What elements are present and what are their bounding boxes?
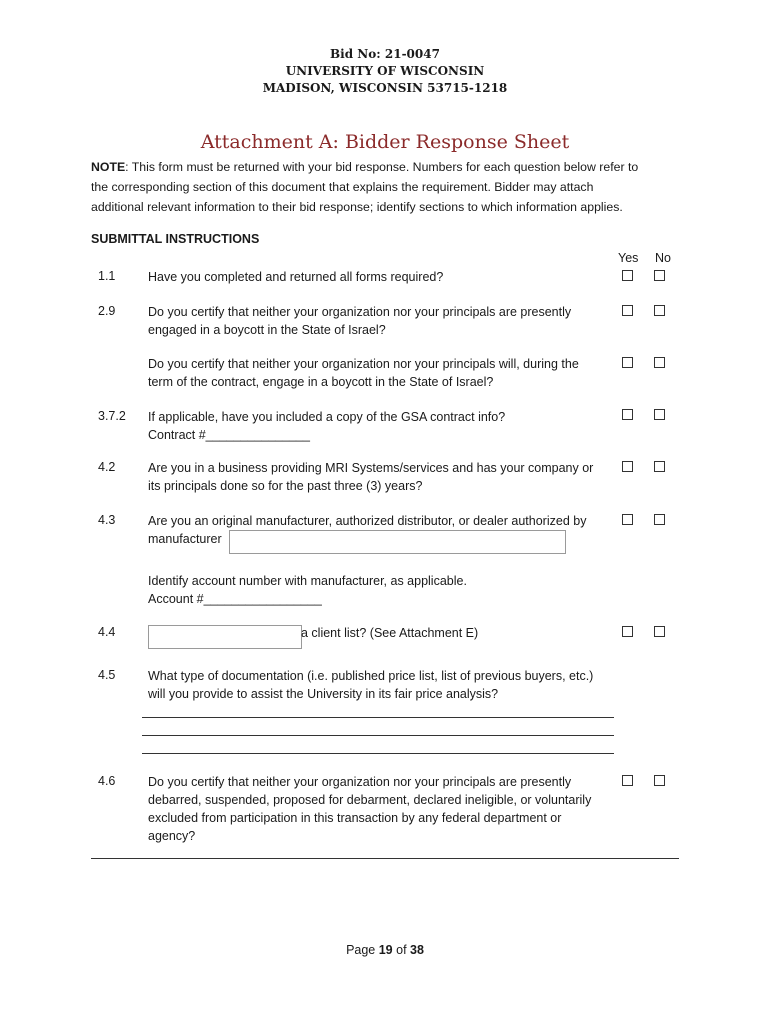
answer-line[interactable] <box>142 717 614 718</box>
question-text: a client list? (See Attachment E) <box>301 626 479 640</box>
page-footer <box>0 943 770 957</box>
question-line: Do you certify that neither your organization nor your principals are presently <box>148 775 572 789</box>
yes-checkbox[interactable] <box>622 305 633 316</box>
question-line: Do you certify that neither your organization nor your principals are presently <box>148 305 572 319</box>
question-number: 3.7.2 <box>98 409 126 423</box>
question-line: term of the contract, engage in a boycott in the State of Israel? <box>148 375 494 389</box>
yes-checkbox[interactable] <box>622 514 633 525</box>
yes-checkbox[interactable] <box>622 409 633 420</box>
question-text <box>148 408 608 444</box>
question-text <box>148 355 608 391</box>
answer-line[interactable] <box>142 735 614 736</box>
answer-line[interactable] <box>142 753 614 754</box>
footer-middle: of <box>392 943 411 957</box>
question-text <box>148 268 608 286</box>
question-line: manufacturer <box>148 532 222 546</box>
no-checkbox[interactable] <box>654 305 665 316</box>
question-line: Have you completed and returned all forms required? <box>148 270 444 284</box>
question-line: Account #_________________ <box>148 592 322 606</box>
no-column-header: No <box>655 251 671 265</box>
no-checkbox[interactable] <box>654 514 665 525</box>
footer-prefix: Page <box>346 943 379 957</box>
current-page: 19 <box>378 943 393 957</box>
question-line: Do you certify that neither your organization nor your principals will, during the <box>148 357 579 371</box>
no-checkbox[interactable] <box>654 409 665 420</box>
note-line-3: additional relevant information to their bid response; identify sections to which information applies. <box>91 200 623 214</box>
section-title: SUBMITTAL INSTRUCTIONS <box>91 232 260 246</box>
question-number: 1.1 <box>98 269 116 283</box>
university-address: MADISON, WISCONSIN 53715-1218 <box>262 81 508 95</box>
no-checkbox[interactable] <box>654 270 665 281</box>
question-number: 4.5 <box>98 668 116 682</box>
no-checkbox[interactable] <box>654 357 665 368</box>
yes-checkbox[interactable] <box>622 270 633 281</box>
section-divider <box>91 858 679 859</box>
question-number: 4.4 <box>98 625 116 639</box>
question-number: 4.2 <box>98 460 116 474</box>
question-number: 4.3 <box>98 513 116 527</box>
yes-checkbox[interactable] <box>622 775 633 786</box>
yes-checkbox[interactable] <box>622 357 633 368</box>
no-checkbox[interactable] <box>654 626 665 637</box>
question-line: debarred, suspended, proposed for debarment, declared ineligible, or voluntarily <box>148 793 592 807</box>
total-pages: 38 <box>410 943 424 957</box>
question-line: will you provide to assist the University in its fair price analysis? <box>148 687 499 701</box>
question-line: engaged in a boycott in the State of Israel? <box>148 323 386 337</box>
note-label: NOTE <box>91 160 126 174</box>
question-text <box>148 572 608 608</box>
question-line: Are you an original manufacturer, authorized distributor, or dealer authorized by <box>148 514 587 528</box>
no-checkbox[interactable] <box>654 775 665 786</box>
yes-checkbox[interactable] <box>622 626 633 637</box>
question-line: its principals done so for the past three (3) years? <box>148 479 423 493</box>
question-line: If applicable, have you included a copy of the GSA contract info? <box>148 410 506 424</box>
question-text <box>148 459 608 495</box>
note-line-2: the corresponding section of this document that explains the requirement. Bidder may attach <box>91 180 594 194</box>
yes-column-header: Yes <box>618 251 639 265</box>
yes-checkbox[interactable] <box>622 461 633 472</box>
question-text <box>148 303 608 339</box>
question-line: agency? <box>148 829 196 843</box>
note-line-1: : This form must be returned with your bid response. Numbers for each question below refer to <box>125 160 639 174</box>
no-checkbox[interactable] <box>654 461 665 472</box>
question-line: What type of documentation (i.e. published price list, list of previous buyers, etc.) <box>148 669 594 683</box>
client-list-input[interactable] <box>148 625 302 649</box>
note-paragraph <box>91 157 681 217</box>
manufacturer-input[interactable] <box>229 530 566 554</box>
question-number: 2.9 <box>98 304 116 318</box>
bid-number: Bid No: 21-0047 <box>330 47 440 61</box>
page-title: Attachment A: Bidder Response Sheet <box>200 131 570 153</box>
question-line: Identify account number with manufacturer, as applicable. <box>148 574 467 588</box>
question-line: excluded from participation in this transaction by any federal department or <box>148 811 562 825</box>
university-name: UNIVERSITY OF WISCONSIN <box>285 64 485 78</box>
question-line: Contract #_______________ <box>148 428 310 442</box>
question-text <box>148 773 608 845</box>
question-number: 4.6 <box>98 774 116 788</box>
question-text <box>148 667 608 703</box>
question-line: Are you in a business providing MRI Systems/services and has your company or <box>148 461 594 475</box>
